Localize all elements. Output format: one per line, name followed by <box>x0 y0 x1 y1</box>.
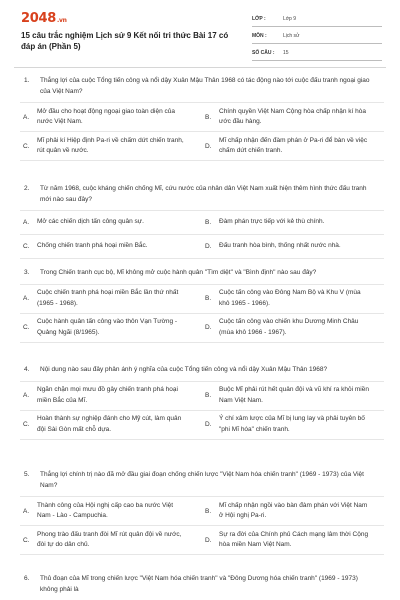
question-number: 5. <box>24 471 30 478</box>
option-b[interactable] <box>202 217 384 228</box>
question-text: Thắng lợi chính trị nào đã mở đầu giai đoạn chống chiến lược "Việt Nam hóa chiến tranh" (1969 - 1973) của Việt Nam? <box>40 471 364 489</box>
page-header <box>0 0 400 62</box>
option-text: Cuộc tấn công vào Đông Nam Bộ và Khu V (mùa khô 1965 - 1966). <box>219 289 361 307</box>
option-text: Ngăn chặn mọi mưu đồ gây chiến tranh phá hoại miền Bắc của Mĩ. <box>37 386 178 404</box>
option-text: Hoàn thành sự nghiệp đánh cho Mỹ cút, làm quân đội Sài Gòn mất chỗ dựa. <box>37 415 182 433</box>
options-row <box>20 103 384 132</box>
option-letter: A. <box>23 113 30 121</box>
option-letter: C. <box>23 536 30 544</box>
question-3 <box>0 268 400 361</box>
meta-box <box>252 12 382 63</box>
option-letter: A. <box>23 507 30 515</box>
meta-row-class <box>252 12 382 27</box>
question-1 <box>0 76 400 180</box>
meta-row-count <box>252 46 382 61</box>
options-grid <box>20 102 384 161</box>
question-text: Trong Chiến tranh cục bộ, Mĩ không mở cuộc hành quân "Tìm diệt" và "Bình định" nào sau đây? <box>40 269 317 276</box>
question-head <box>0 76 400 97</box>
options-grid <box>20 496 384 555</box>
option-c[interactable] <box>20 530 202 551</box>
option-letter: B. <box>205 113 212 121</box>
question-number: 4. <box>24 366 30 373</box>
options-row <box>20 526 384 555</box>
option-text: Ý chí xâm lược của Mĩ bị lung lay và phải tuyên bố "phi Mĩ hóa" chiến tranh. <box>219 415 365 433</box>
options-row <box>20 314 384 343</box>
option-letter: C. <box>23 421 30 428</box>
option-a[interactable] <box>20 217 202 228</box>
question-head <box>0 574 400 595</box>
option-c[interactable] <box>20 414 202 435</box>
option-letter: A. <box>23 295 30 302</box>
option-text: Chống chiến tranh phá hoại miền Bắc. <box>37 242 148 250</box>
meta-row-subject <box>252 29 382 44</box>
option-a[interactable] <box>20 107 202 128</box>
option-c[interactable] <box>20 317 202 338</box>
option-text: Thành công của Hội nghị cấp cao ba nước Việt Nam - Lào - Campuchia. <box>37 501 174 519</box>
option-letter: B. <box>205 219 212 226</box>
option-b[interactable] <box>202 385 384 406</box>
option-letter: B. <box>205 392 212 399</box>
option-d[interactable] <box>202 317 384 338</box>
question-text: Từ năm 1968, cuộc kháng chiến chống Mĩ, cứu nước của nhân dân Việt Nam xuất hiện thêm hình thức đấu tranh mới nào sau đây? <box>40 185 367 203</box>
option-letter: B. <box>205 507 212 515</box>
option-a[interactable] <box>20 501 202 522</box>
question-text: Nội dung nào sau đây phản ánh ý nghĩa của cuộc Tổng tiến công và nổi dậy Xuân Mậu Thân 1968? <box>40 366 328 373</box>
option-text: Mở đầu cho hoạt động ngoại giao toàn diện của nước Việt Nam. <box>37 107 175 125</box>
question-number: 6. <box>24 575 30 582</box>
option-text: Mở các chiến dịch tấn công quân sự. <box>37 218 144 226</box>
question-head <box>0 184 400 205</box>
options-row <box>20 382 384 411</box>
logo-suffix: .vn <box>56 17 67 24</box>
option-text: Đàm phán trực tiếp với kẻ thù chính. <box>219 218 325 226</box>
options-row <box>20 411 384 440</box>
question-number: 1. <box>24 77 30 84</box>
option-letter: D. <box>205 324 212 331</box>
option-letter: B. <box>205 295 212 302</box>
meta-label: LỚP : <box>252 16 266 22</box>
question-6 <box>0 574 400 600</box>
option-text: Sự ra đời của Chính phủ Cách mạng lâm thời Cộng hòa miền Nam Việt Nam. <box>219 530 369 548</box>
question-list <box>0 76 400 600</box>
question-head <box>0 268 400 279</box>
options-row <box>20 497 384 526</box>
option-text: Phong trào đấu tranh đòi Mĩ rút quân đội về nước, đòi tự do dân chủ. <box>37 530 182 548</box>
question-4 <box>0 365 400 466</box>
option-text: Cuộc tấn công vào chiến khu Dương Minh Châu (mùa khô 1966 - 1967). <box>219 318 359 336</box>
option-text: Chính quyền Việt Nam Cộng hòa chấp nhận kí hòa ước đầu hàng. <box>219 107 366 125</box>
options-row <box>20 211 384 235</box>
option-letter: A. <box>23 219 30 226</box>
option-text: Đấu tranh hòa bình, thống nhất nước nhà. <box>219 242 341 250</box>
meta-label: SỐ CÂU : <box>252 50 275 56</box>
meta-label: MÔN : <box>252 33 267 39</box>
question-head <box>0 470 400 491</box>
option-letter: D. <box>205 536 212 544</box>
option-text: Mĩ chấp nhận đến đàm phán ở Pa-ri để bàn về việc chấm dứt chiến tranh. <box>219 136 368 154</box>
option-text: Cuộc chiến tranh phá hoại miền Bắc lần thứ nhất (1965 - 1968). <box>37 289 179 307</box>
question-text: Thủ đoạn của Mĩ trong chiến lược "Việt Nam hóa chiến tranh" và "Đông Dương hóa chiến tranh" (1969 - 1973) không phải là <box>40 575 358 593</box>
option-a[interactable] <box>20 288 202 309</box>
option-letter: D. <box>205 421 212 428</box>
options-row <box>20 235 384 259</box>
option-letter: C. <box>23 142 30 150</box>
option-b[interactable] <box>202 288 384 309</box>
option-letter: C. <box>23 324 30 331</box>
logo-main: 2048 <box>21 11 56 26</box>
options-grid <box>20 284 384 343</box>
options-grid <box>20 210 384 259</box>
option-text: Mĩ chấp nhận ngồi vào bàn đàm phán với Việt Nam ở Hội nghị Pa-ri. <box>219 501 368 519</box>
site-logo[interactable] <box>21 11 67 26</box>
option-letter: C. <box>23 243 30 250</box>
option-d[interactable] <box>202 241 384 252</box>
question-text: Thắng lợi của cuộc Tổng tiến công và nổi dậy Xuân Mậu Thân 1968 có tác động nào tới cuộc đấu tranh ngoại giao của Việt Nam? <box>40 77 370 95</box>
header-divider <box>14 67 386 68</box>
option-text: Cuộc hành quân tấn công vào thôn Vạn Tường - Quảng Ngãi (8/1965). <box>37 318 178 336</box>
option-b[interactable] <box>202 107 384 128</box>
options-row <box>20 132 384 161</box>
option-c[interactable] <box>20 241 202 252</box>
question-number: 2. <box>24 185 30 192</box>
question-2 <box>0 184 400 264</box>
options-grid <box>20 381 384 440</box>
option-text: Buộc Mĩ phải rút hết quân đội và vũ khí ra khỏi miền Nam Việt Nam. <box>219 386 369 404</box>
question-5 <box>0 470 400 570</box>
option-a[interactable] <box>20 385 202 406</box>
question-head <box>0 365 400 376</box>
options-row <box>20 285 384 314</box>
option-b[interactable] <box>202 501 384 522</box>
meta-value: 15 <box>283 50 289 56</box>
question-number: 3. <box>24 269 30 276</box>
option-d[interactable] <box>202 530 384 551</box>
option-d[interactable] <box>202 414 384 435</box>
option-text: Mĩ phải kí Hiệp định Pa-ri về chấm dứt chiến tranh, rút quân về nước. <box>37 136 184 154</box>
option-d[interactable] <box>202 136 384 157</box>
option-c[interactable] <box>20 136 202 157</box>
option-letter: A. <box>23 392 30 399</box>
option-letter: D. <box>205 243 212 250</box>
option-letter: D. <box>205 142 212 150</box>
meta-value: Lớp 9 <box>283 16 297 22</box>
page-title: 15 câu trắc nghiệm Lịch sử 9 Kết nối tri thức Bài 17 có đáp án (Phần 5) <box>21 31 229 51</box>
meta-value: Lịch sử <box>283 33 300 39</box>
